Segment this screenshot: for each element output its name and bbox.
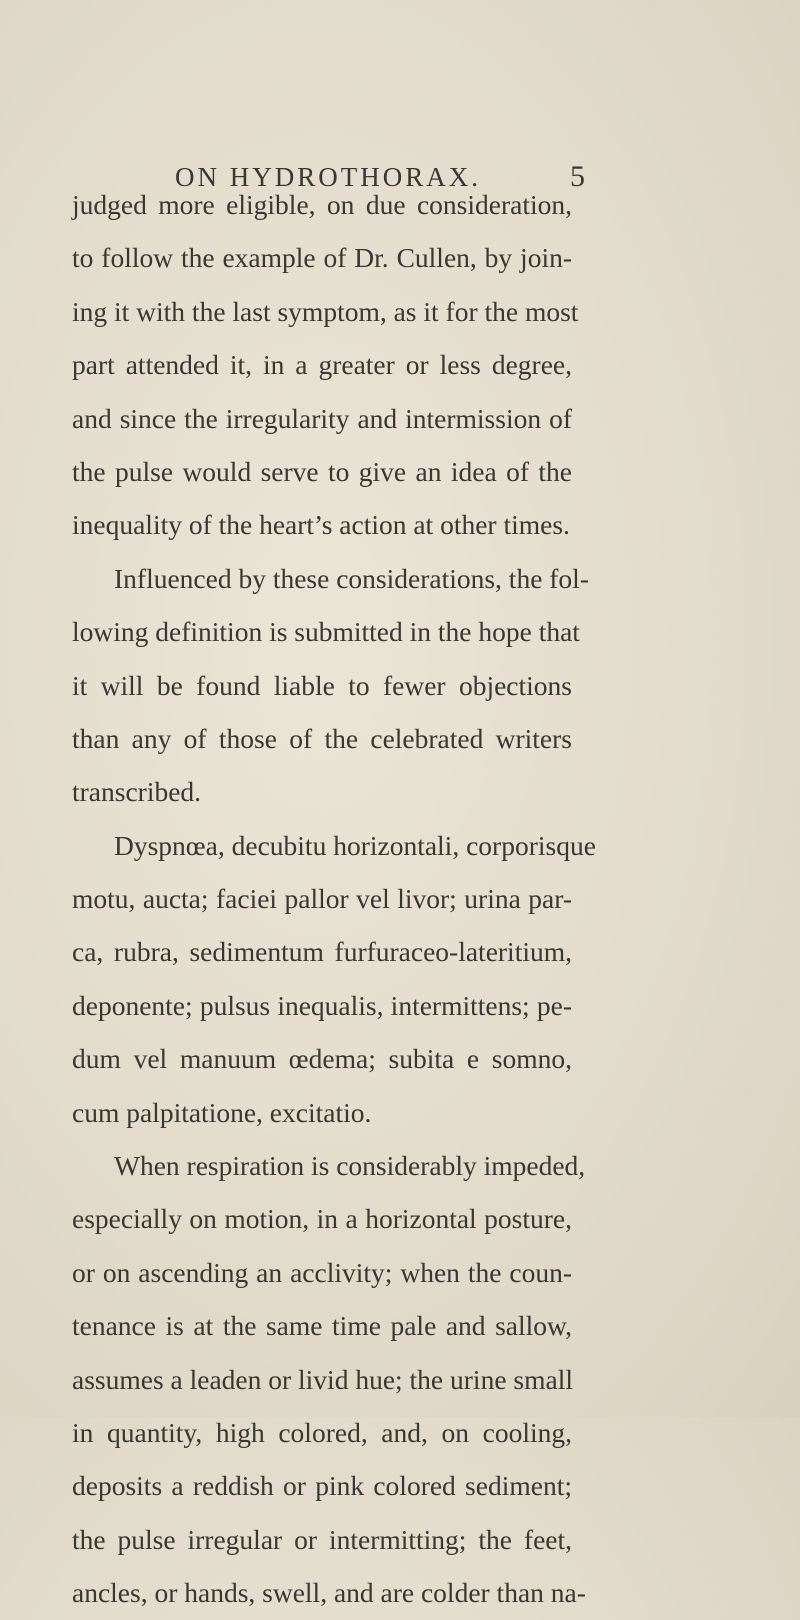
text-line: part attended it, in a greater or less degree, [72, 349, 572, 381]
text-line: When respiration is considerably impeded, [114, 1150, 586, 1182]
text-line: it will be found liable to fewer objections [72, 669, 572, 701]
text-line: especially on motion, in a horizontal posture, [72, 1203, 572, 1235]
text-line: deposits a reddish or pink colored sediment; [72, 1470, 572, 1502]
page-number: 5 [570, 160, 585, 193]
body-text [72, 178, 596, 1620]
text-line: judged more eligible, on due consideration, [72, 189, 572, 220]
text-line: ca, rubra, sedimentum furfuraceo-lateritium, [72, 936, 572, 968]
text-line: tenance is at the same time pale and sallow, [72, 1310, 572, 1342]
text-line: cum palpitatione, excitatio. [72, 1096, 372, 1128]
text-line: or on ascending an acclivity; when the coun- [72, 1256, 572, 1288]
text-line: Dyspnœa, decubitu horizontali, corporisque [114, 829, 596, 861]
text-line: ancles, or hands, swell, and are colder than na- [72, 1577, 586, 1609]
text-line: than any of those of the celebrated writers [72, 722, 572, 754]
text-line: dum vel manuum œdema; subita e somno, [72, 1043, 572, 1075]
text-line: inequality of the heart’s action at other times. [72, 509, 570, 541]
text-line: and since the irregularity and intermission of [72, 402, 572, 434]
text-line: motu, aucta; faciei pallor vel livor; urina par- [72, 883, 572, 915]
text-line: transcribed. [72, 776, 202, 808]
text-line: ing it with the last symptom, as it for the most [72, 295, 579, 327]
text-line: deponente; pulsus inequalis, intermittens; pe- [72, 989, 572, 1021]
text-line: the pulse irregular or intermitting; the feet, [72, 1523, 572, 1555]
text-line: Influenced by these considerations, the fol- [114, 562, 589, 594]
text-line: in quantity, high colored, and, on cooling, [72, 1416, 572, 1448]
text-line: the pulse would serve to give an idea of the [72, 455, 572, 487]
text-line: lowing definition is submitted in the hope that [72, 616, 580, 648]
text-line: to follow the example of Dr. Cullen, by join- [72, 242, 572, 274]
text-line: assumes a leaden or livid hue; the urine small [72, 1363, 573, 1395]
running-title: ON HYDROTHORAX. [175, 162, 481, 192]
